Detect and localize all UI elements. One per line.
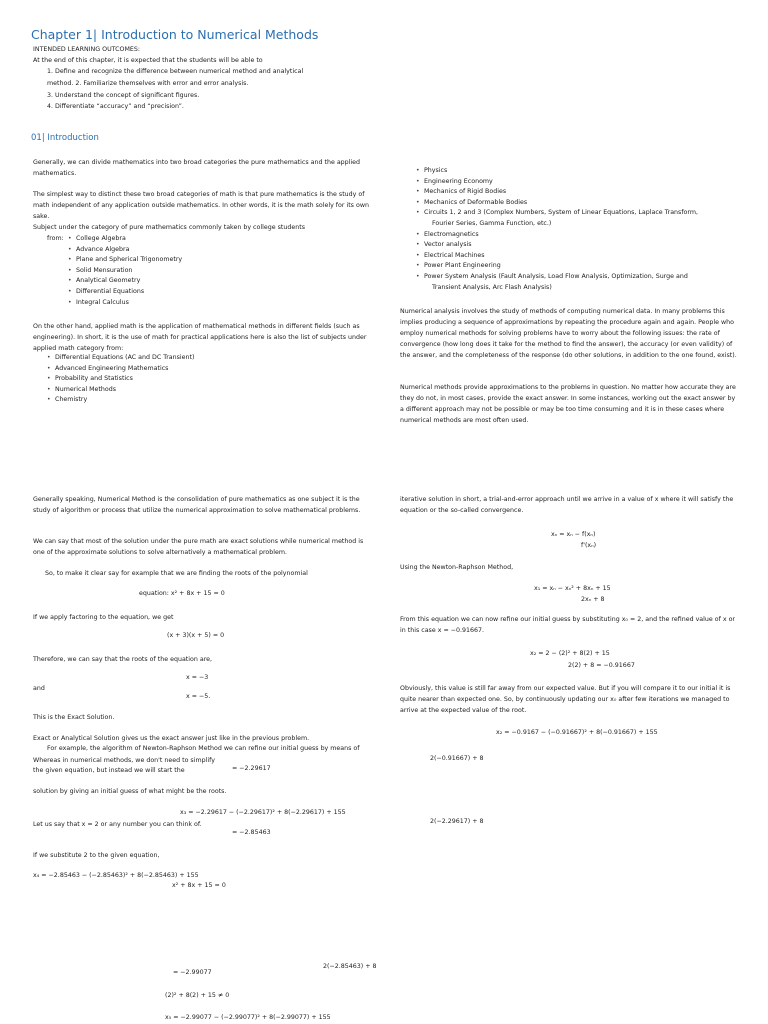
equation-factored: (x + 3)(x + 5) = 0 — [167, 632, 225, 639]
paragraph-analytical-solution: Exact or Analytical Solution gives us the exact answer just like in the previous problem. — [33, 735, 310, 742]
value-x4: = −2.85463 — [232, 829, 271, 836]
outcomes-intro: At the end of this chapter, it is expected that the students will be able to — [33, 57, 263, 64]
subject-item: • Electromagnetics — [416, 230, 698, 241]
chapter-title: Chapter 1| Introduction to Numerical Methods — [31, 27, 319, 42]
paragraph-substitute: If we substitute 2 to the given equation, — [33, 852, 160, 859]
applied-subjects-list — [416, 166, 698, 293]
denominator-x3: 2(−0.91667) + 8 — [430, 755, 484, 762]
subject-item: • Physics — [416, 166, 698, 177]
root-2: x = −5. — [186, 693, 211, 700]
value-x5: = −2.99077 — [173, 969, 212, 976]
equation-substituted: (2)² + 8(2) + 15 ≠ 0 — [165, 992, 230, 999]
equation-x2-iteration: x₂ = −0.9167 − (−0.91667)² + 8(−0.91667) + 155 — [496, 729, 658, 736]
paragraph-no-simplify: Whereas in numerical methods, we don't need to simplify — [33, 757, 215, 764]
subject-item: Transient Analysis, Arc Flash Analysis) — [432, 283, 552, 291]
paragraph-numerical-method-definition: Generally speaking, Numerical Method is the consolidation of pure mathematics as one subject it is the study of algorithm or process that utilize the numerical approximation to solve mathematical problems. — [33, 496, 361, 514]
denominator-x4: 2(−2.85463) + 8 — [323, 963, 377, 970]
paragraph-pure-subjects: Subject under the category of pure mathematics commonly taken by college students — [33, 224, 305, 231]
pure-math-list — [68, 234, 182, 308]
equation-polynomial: equation: x² + 8x + 15 = 0 — [139, 590, 225, 597]
equation-x3: x₃ = −2.29617 − (−2.29617)² + 8(−2.29617) + 155 — [180, 809, 346, 816]
paragraph-iterative-solution: iterative solution in short, a trial-and-error approach until we arrive in a value of x where it will satisfy the equation or the so-called convergence. — [400, 496, 734, 514]
from-label: from: — [47, 235, 64, 242]
outcome-item-1: 1. Define and recognize the difference between numerical method and analytical — [47, 68, 304, 75]
equation-poly-repeat: x² + 8x + 15 = 0 — [172, 882, 226, 889]
paragraph-using-newton: Using the Newton-Raphson Method, — [400, 564, 514, 571]
subject-item: • Power Plant Engineering — [416, 261, 698, 272]
applied-math-item: • Advanced Engineering Mathematics — [47, 364, 194, 375]
paragraph-pure-applied: Generally, we can divide mathematics into two broad categories the pure mathematics and the applied mathematics. — [33, 159, 361, 177]
paragraph-newton-example: For example, the algorithm of Newton-Raphson Method we can refine our initial guess by means of — [47, 745, 360, 752]
paragraph-let-x: Let us say that x = 2 or any number you can think of. — [33, 821, 202, 828]
outcomes-heading: INTENDED LEARNING OUTCOMES: — [33, 46, 141, 53]
paragraph-exact-solution: This is the Exact Solution. — [33, 714, 115, 721]
pure-math-item: • Differential Equations — [68, 287, 182, 298]
outcome-item-3: 3. Understand the concept of significant figures. — [47, 92, 200, 99]
equation-x5: x₅ = −2.99077 − (−2.99077)² + 8(−2.99077) + 155 — [165, 1014, 331, 1021]
paragraph-numerical-analysis: Numerical analysis involves the study of methods of computing numerical data. In many problems this implies producing a sequence of approximations by repeating the procedure again and again. People who employ numerical methods for solving problems have to worry about the following issues: the rate of convergence (how long does it take for the method to find the answer), the accuracy (or even validity) of the answer, and the completeness of the response (do other solutions, in addition to the one found, exist). — [400, 308, 737, 359]
pure-math-item: • Integral Calculus — [68, 298, 182, 309]
equation-x2: x₂ = 2 − (2)² + 8(2) + 15 — [530, 650, 610, 657]
paragraph-refine-guess: From this equation we can now refine our initial guess by substituting x₀ = 2, and the refined value of x or in this case x = −0.91667. — [400, 616, 736, 634]
outcome-item-2: method. 2. Familiarize themselves with error and error analysis. — [47, 80, 249, 87]
subject-item: • Engineering Economy — [416, 177, 698, 188]
applied-math-item: • Numerical Methods — [47, 385, 194, 396]
applied-math-item: • Differential Equations (AC and DC Transient) — [47, 353, 194, 364]
newton-raphson-numerator: xₙ = xₙ − f(xₙ) — [551, 531, 596, 538]
paragraph-pure-math: The simplest way to distinct these two broad categories of math is that pure mathematics is the study of math independent of any application outside mathematics. In other words, it is the math solely for its own sake. — [33, 191, 369, 220]
subject-item: • Mechanics of Rigid Bodies — [416, 187, 698, 198]
paragraph-given-equation: the given equation, but instead we will start the — [33, 767, 185, 774]
applied-math-item: • Probability and Statistics — [47, 374, 194, 385]
pure-math-item: • Plane and Spherical Trigonometry — [68, 255, 182, 266]
paragraph-factoring: If we apply factoring to the equation, we get — [33, 614, 174, 621]
value-x3: = −2.29617 — [232, 765, 271, 772]
newton-raphson-polynomial: x₁ = xₙ − xₙ² + 8xₙ + 15 — [534, 585, 611, 592]
paragraph-roots: Therefore, we can say that the roots of the equation are, — [33, 656, 213, 663]
paragraph-initial-guess: solution by giving an initial guess of what might be the roots. — [33, 788, 227, 795]
subject-item: • Circuits 1, 2 and 3 (Complex Numbers, System of Linear Equations, Laplace Transform, — [416, 208, 698, 219]
subject-item: • Electrical Machines — [416, 251, 698, 262]
equation-x2-denominator: 2(2) + 8 = −0.91667 — [568, 662, 635, 669]
pure-math-item: • Solid Mensuration — [68, 266, 182, 277]
newton-raphson-poly-denominator: 2xₙ + 8 — [581, 596, 605, 603]
pure-math-item: • College Algebra — [68, 234, 182, 245]
denominator-x4-right: 2(−2.29617) + 8 — [430, 818, 484, 825]
section-title: 01| Introduction — [31, 133, 99, 143]
pure-math-item: • Analytical Geometry — [68, 276, 182, 287]
equation-x4: x₄ = −2.85463 − (−2.85463)² + 8(−2.85463) + 155 — [33, 872, 199, 879]
subject-item: • Vector analysis — [416, 240, 698, 251]
paragraph-example-intro: So, to make it clear say for example that we are finding the roots of the polynomial — [45, 570, 308, 577]
outcome-item-4: 4. Differentiate “accuracy” and “precision”. — [47, 103, 184, 110]
subject-item: • Mechanics of Deformable Bodies — [416, 198, 698, 209]
and-label: and — [33, 685, 45, 692]
paragraph-numerical-methods: Numerical methods provide approximations to the problems in question. No matter how accurate they are they do not, in most cases, provide the exact answer. In some instances, working out the exact answer by a different approach may not be possible or may be too time consuming and it is in these cases where numerical methods are most often used. — [400, 384, 736, 424]
newton-raphson-denominator: f'(xₙ) — [581, 542, 597, 549]
root-1: x = −3 — [186, 674, 209, 681]
applied-math-list — [47, 353, 194, 406]
paragraph-exact-vs-approx: We can say that most of the solution under the pure math are exact solutions while numerical method is one of the approximate solutions to solve alternatively a mathematical problem. — [33, 538, 364, 556]
paragraph-applied-math: On the other hand, applied math is the application of mathematical methods in different fields (such as engineering). In short, it is the use of math for practical applications here is also the list of subjects under applied math category from: — [33, 323, 367, 352]
applied-math-item: • Chemistry — [47, 395, 194, 406]
subject-item: • Power System Analysis (Fault Analysis, Load Flow Analysis, Optimization, Surge and — [416, 272, 698, 283]
paragraph-obviously: Obviously, this value is still far away from our expected value. But if you will compare it to our initial it is quite nearer than expected one. So, by continuously updating our x₀ after few iterations we managed to arrive at the expected value of the root. — [400, 685, 731, 714]
pure-math-item: • Advance Algebra — [68, 245, 182, 256]
subject-item: Fourier Series, Gamma Function, etc.) — [432, 219, 552, 227]
